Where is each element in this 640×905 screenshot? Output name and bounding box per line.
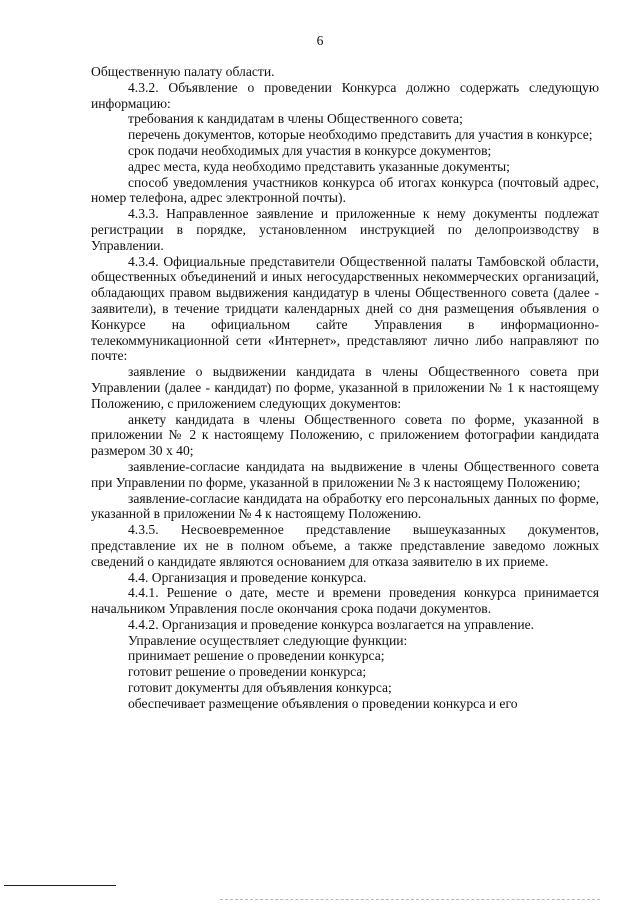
paragraph: Общественную палату области. <box>91 64 275 79</box>
list-item: адрес места, куда необходимо представить указанные документы; <box>128 158 510 174</box>
paragraph: 4.4.1. Решение о дате, месте и времени проведения конкурса принимается начальником Управления после окончания срока подачи документов. <box>91 585 599 617</box>
list-item: способ уведомления участников конкурса об итогах конкурса (почтовый адрес, номер телефона, адрес электронной почты). <box>91 174 599 206</box>
section-heading: 4.4. Организация и проведение конкурса. <box>128 569 367 585</box>
list-item: заявление о выдвижении кандидата в члены Общественного совета при Управлении (далее - кандидат) по форме, указанной в приложении № 1 к настоящему Положению, с приложением следующих документов: <box>91 364 599 411</box>
paragraph: 4.3.2. Объявление о проведении Конкурса должно содержать следующую информацию: <box>91 79 599 111</box>
scan-edge-artifact <box>220 899 600 900</box>
document-body <box>91 64 599 712</box>
list-item: требования к кандидатам в члены Общественного совета; <box>128 111 463 127</box>
list-item: перечень документов, которые необходимо представить для участия в конкурсе; <box>128 127 593 143</box>
list-item: срок подачи необходимых для участия в конкурсе документов; <box>128 142 492 158</box>
list-item: принимает решение о проведении конкурса; <box>128 648 385 664</box>
paragraph: 4.3.3. Направленное заявление и приложенные к нему документы подлежат регистрации в порядке, установленном инструкцией по делопроизводству в Управлении. <box>91 206 599 253</box>
list-item: заявление-согласие кандидата на выдвижение в члены Общественного совета при Управлении по форме, указанной в приложении № 3 к настоящему Положению; <box>91 458 599 490</box>
footnote-divider <box>4 885 116 886</box>
paragraph: 4.3.4. Официальные представители Общественной палаты Тамбовской области, общественных объединений и иных негосударственных некоммерческих организаций, обладающих правом выдвижения кандидатур в члены Общественного совета (далее - заявители), в течение тридцати календарных дней со дня размещения объявления о Конкурсе на официальном сайте Управления в информационно-телекоммуникационной сети «Интернет», представляют лично либо направляют по почте: <box>91 253 599 364</box>
paragraph: 4.3.5. Несвоевременное представление вышеуказанных документов, представление их не в полном объеме, а также представление заведомо ложных сведений о кандидате являются основанием для отказа заявителю в их приеме. <box>91 522 599 569</box>
list-item: обеспечивает размещение объявления о проведении конкурса и его <box>128 695 518 711</box>
page-number: 6 <box>316 33 324 48</box>
list-item: анкету кандидата в члены Общественного совета по форме, указанной в приложении № 2 к настоящему Положению, с приложением фотографии кандидата размером 30 х 40; <box>91 411 599 459</box>
paragraph: 4.4.2. Организация и проведение конкурса возлагается на управление. <box>128 616 535 632</box>
list-item: готовит решение о проведении конкурса; <box>128 664 367 680</box>
list-item: готовит документы для объявления конкурса; <box>128 680 392 696</box>
paragraph: Управление осуществляет следующие функции: <box>128 632 408 648</box>
list-item: заявление-согласие кандидата на обработку его персональных данных по форме, указанной в приложении № 4 к настоящему Положению. <box>91 490 599 522</box>
